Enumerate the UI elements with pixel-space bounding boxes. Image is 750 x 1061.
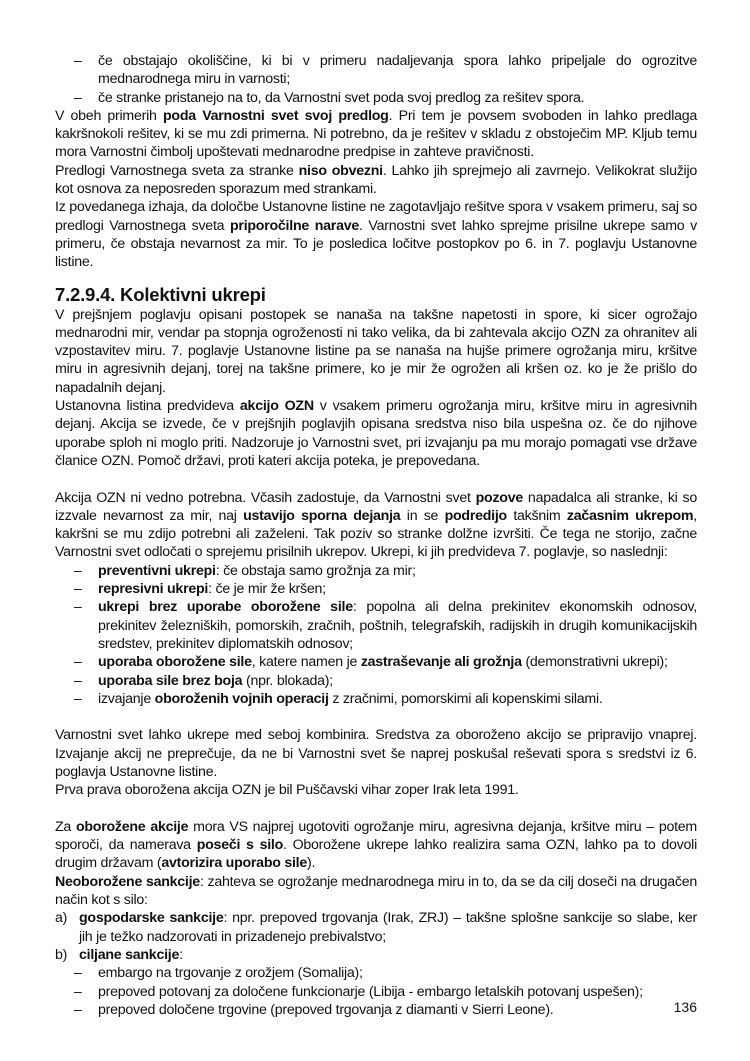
dash-bullet: – — [74, 672, 82, 689]
list-item: – preventivni ukrepi: če obstaja samo grožnja za mir; — [74, 562, 416, 579]
dash-bullet: – — [74, 690, 82, 707]
paragraph: Akcija OZN ni vedno potrebna. Včasih zadostuje, da Varnostni svet pozove napadalca ali stranke, ki so izzvale nevarnost za mir, naj ustavijo sporna dejanja in se podredijo takšnim začasnim ukrepom, kakršni se mu zdijo potrebni ali zaželeni. Tak poziv so stranke dolžne izvršiti. Če tega ne storijo, začne Varnostni svet odločati o sprejemu prisilnih ukrepov. Ukrepi, ki jih predvideva 7. poglavje, so naslednji: — [55, 489, 697, 561]
spacer — [55, 708, 697, 726]
paragraph: V obeh primerih poda Varnostni svet svoj predlog. Pri tem je povsem svoboden in lahko predlaga kakršnokoli rešitev, ki se mu zdi primerna. Ni potrebno, da je rešitev v skladu z obstoječim MP. Kljub temu mora Varnostni čimbolj upoštevati mednarodne predpise in zahteve pravičnosti. — [55, 107, 698, 161]
dash-bullet: – — [74, 983, 82, 1000]
dash-bullet: – — [74, 599, 82, 616]
spacer — [55, 800, 697, 818]
paragraph: Ustanovna listina predvideva akcijo OZN v vsakem primeru ogrožanja miru, kršitve miru in agresivnih dejanj. Akcija se izvede, če v prejšnjih poglavjih opisana sredstva niso bila uspešna oz. če do njihove uporabe sploh ni moglo priti. Nadzoruje jo Varnostni svet, pri izvajanju pa mu morajo pomagati vse države članice OZN. Pomoč državi, proti kateri akcija poteka, je prepovedana. — [55, 398, 697, 469]
paragraph: Neoborožene sankcije: zahteva se ogrožanje mednarodnega miru in to, da se da cilj doseči na drugačen način kot s silo: — [55, 873, 697, 909]
section-heading: 7.2.9.4. Kolektivni ukrepi — [55, 283, 266, 305]
targeted-sanctions-list — [74, 964, 697, 1019]
paragraph: Predlogi Varnostnega sveta za stranke niso obvezni. Lahko jih sprejmejo ali zavrnejo. Velikokrat služijo kot osnova za neposreden sporazum med strankami. — [55, 162, 698, 198]
dash-bullet: – — [74, 562, 82, 579]
page-number: 136 — [673, 999, 697, 1015]
paragraph: Iz povedanega izhaja, da določbe Ustanovne listine ne zagotavljajo rešitve spora v vsakem primeru, saj so predlogi Varnostnega sveta priporočilne narave. Varnostni svet lahko sprejme prisilne ukrepe samo v primeru, če obstaja nevarnost za mir. To je posledica ločitve postopkov po 6. in 7. poglavju Ustanovne listine. — [55, 199, 698, 271]
list-item: – če stranke pristanejo na to, da Varnostni svet poda svoj predlog za rešitev spora. — [74, 89, 585, 106]
dash-bullet: – — [74, 53, 82, 69]
dash-bullet: – — [74, 1001, 82, 1018]
measures-list — [55, 562, 697, 708]
list-item: – če obstajajo okoliščine, ki bi v primeru nadaljevanja spora lahko pripeljale do ogrozitve mednarodnega miru in varnosti; — [74, 53, 697, 88]
list-item: – izvajanje oboroženih vojnih operacij z zračnimi, pomorskimi ali kopenskimi silami. — [74, 690, 603, 707]
list-item: – embargo na trgovanje z orožjem (Somalija); — [74, 965, 363, 982]
list-item: – uporaba oborožene sile, katere namen je zastraševanje ali grožnja (demonstrativni ukrepi); — [74, 654, 668, 671]
sanctions-list — [55, 909, 697, 1019]
paragraph: Varnostni svet lahko ukrepe med seboj kombinira. Sredstva za oboroženo akcijo se pripravijo vnaprej. Izvajanje akcij ne preprečuje, da ne bi Varnostni svet še naprej poskušal reševati spora s sredstvi iz 6. poglavja Ustanovne listine. — [55, 727, 697, 780]
paragraph: V prejšnjem poglavju opisani postopek se nanaša na takšne napetosti in spore, ki sicer ogrožajo mednarodni mir, vendar pa stopnja ogroženosti ni tako velika, da bi zahtevala akcijo OZN za ohranitev ali vzpostavitev miru. 7. poglavje Ustanovne listine pa se nanaša na hujše primere ogrožanja miru, kršitve miru in agresivnih dejanj, torej na takšne primere, ko je mir že ogrožen ali kršen oz. ko je že prišlo do napadalnih dejanj. — [55, 306, 697, 396]
list-item: – ukrepi brez uporabe oborožene sile: popolna ali delna prekinitev ekonomskih odnosov, prekinitev železniških, pomorskih, zračnih, poštnih, telegrafskih, radijskih in drugih komunikacijskih sredstev, prekinitev diplomatskih odnosov; — [74, 599, 697, 652]
list-item: b) ciljane sankcije: – embargo na trgovanje z orožjem (Somalija); – prepoved potovanj za določene funkcionarje (Libija - embargo letalskih potovanj uspešen); – prepoved določene trgovine (prepoved trgovanja z diamanti v Sierri Leone). — [55, 946, 697, 1019]
spacer — [55, 470, 697, 488]
paragraph: Za oborožene akcije mora VS najprej ugotoviti ogrožanje miru, agresivna dejanja, kršitve miru – potem sporoči, da namerava poseči s silo. Oborožene ukrepe lahko realizira sama OZN, lahko pa to dovoli drugim državam (avtorizira uporabo sile). — [55, 818, 698, 872]
intro-conditions-list — [55, 52, 697, 107]
list-item: – represivni ukrepi: če je mir že kršen; — [74, 581, 326, 598]
list-item: a) gospodarske sankcije: npr. prepoved trgovanja (Irak, ZRJ) – takšne splošne sankcije so slabe, ker jih je težko nadzorovati in prizadenejo prebivalstvo; — [55, 910, 697, 945]
list-item: – uporaba sile brez boja (npr. blokada); — [74, 672, 333, 689]
list-item: – prepoved potovanj za določene funkcionarje (Libija - embargo letalskih potovanj uspešen); — [74, 983, 643, 1000]
paragraph: Prva prava oborožena akcija OZN je bil Puščavski vihar zoper Irak leta 1991. — [55, 782, 519, 799]
dash-bullet: – — [74, 965, 82, 982]
list-marker: a) — [55, 910, 68, 927]
dash-bullet: – — [74, 89, 82, 106]
document-page — [55, 52, 697, 1019]
dash-bullet: – — [74, 654, 82, 671]
list-marker: b) — [55, 946, 68, 963]
list-item: – prepoved določene trgovine (prepoved trgovanja z diamanti v Sierri Leone). — [74, 1001, 554, 1018]
dash-bullet: – — [74, 581, 82, 598]
